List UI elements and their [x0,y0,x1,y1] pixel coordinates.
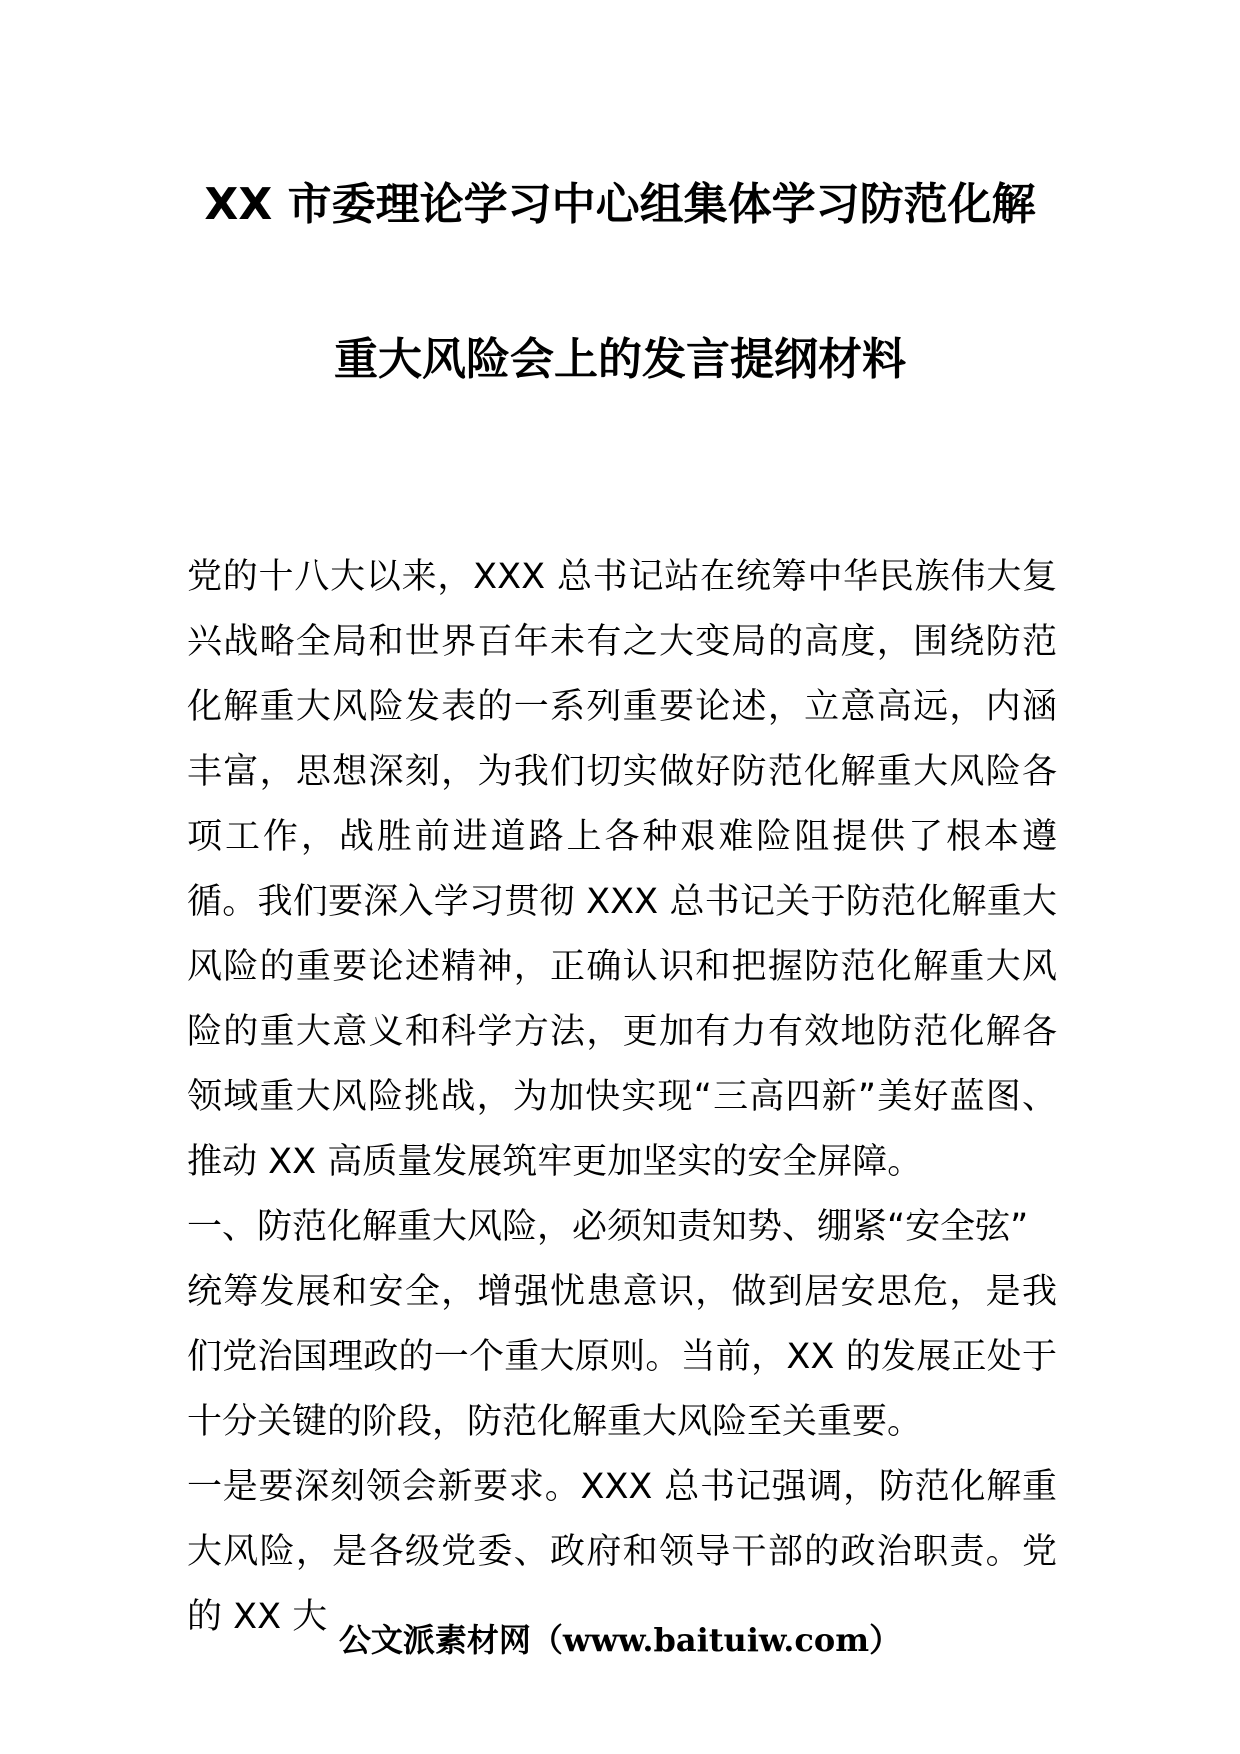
section-paragraph: 统筹发展和安全，增强忧患意识，做到居安思危，是我们党治国理政的一个重大原则。当前，XX 的发展正处于十分关键的阶段，防范化解重大风险至关重要。 [187,1272,1057,1442]
document-body [187,545,1057,1650]
intro-paragraph: 党的十八大以来，XXX 总书记站在统筹中华民族伟大复兴战略全局和世界百年未有之大变局的高度，围绕防范化解重大风险发表的一系列重要论述，立意高远，内涵丰富，思想深刻，为我们切实做好防范化解重大风险各项工作，战胜前进道路上各种艰难险阻提供了根本遵循。我们要深入学习贯彻 XXX 总书记关于防范化解重大风险的重要论述精神，正确认识和把握防范化解重大风险的重大意义和科学方法，更加有力有效地防范化解各领域重大风险挑战，为加快实现“三高四新”美好蓝图、推动 XX 高质量发展筑牢更加坚实的安全屏障。 [187,557,1057,1182]
footer-source: 公文派素材网（www.baituiw.com） [338,1621,902,1659]
document-title-line-2: 重大风险会上的发言提纲材料 [334,334,906,385]
section-heading-1: 一、防范化解重大风险，必须知责知势、绷紧“安全弦” [187,1207,1029,1247]
point-paragraph-1: 一是要深刻领会新要求。XXX 总书记强调，防范化解重大风险，是各级党委、政府和领导干部的政治职责。党的 XX 大 [187,1467,1057,1637]
document-title-line-1: XX 市委理论学习中心组集体学习防范化解 [204,179,1036,230]
